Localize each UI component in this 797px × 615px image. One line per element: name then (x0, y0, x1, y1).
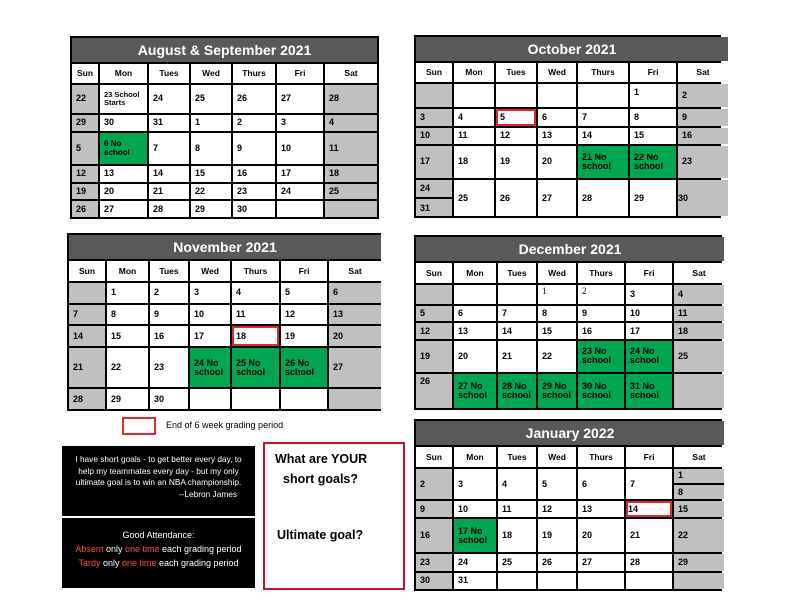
no-school-cell: 17 No school (454, 519, 496, 552)
month-title: August & September 2021 (72, 38, 377, 62)
day-cell: 7 (626, 469, 672, 499)
attendance-limit: one time (121, 558, 157, 568)
day-cell: 2 (233, 115, 275, 131)
day-cell: 7 (578, 109, 628, 125)
day-cell: 15 (107, 326, 148, 346)
day-cell: 26 (233, 85, 275, 113)
attendance-rule-absent (62, 542, 255, 556)
day-cell: 13 (538, 128, 576, 144)
grading-period-end-cell: 5 (496, 109, 536, 125)
day-cell: 29 (107, 389, 148, 409)
no-school-cell: 29 No school (538, 374, 576, 408)
goals-question-line1: What are YOUR (275, 452, 368, 466)
day-cell: 17 (277, 166, 323, 182)
day-cell: 14 (498, 323, 536, 339)
weekday-header: Mon (100, 64, 147, 83)
day-cell: 14 (578, 128, 628, 144)
day-cell: 8 (630, 109, 676, 125)
day-cell (538, 573, 576, 589)
day-cell: 15 (630, 128, 676, 144)
day-cell: 17 (190, 326, 230, 346)
day-cell: 24 (277, 184, 323, 200)
weekday-header: Thurs (578, 447, 624, 467)
day-cell: 16 (578, 323, 624, 339)
day-cell: 4 (454, 109, 494, 125)
ultimate-goal-question: Ultimate goal? (277, 528, 364, 542)
weekday-header: Sat (678, 63, 728, 82)
day-cell: 1 (107, 283, 148, 303)
day-cell (674, 573, 724, 589)
month-title: December 2021 (416, 237, 724, 261)
day-cell: 19 (281, 326, 327, 346)
no-school-cell: 21 No school (578, 146, 628, 178)
day-cell: 27 (329, 348, 381, 387)
day-cell: 1 (191, 115, 231, 131)
day-cell (496, 84, 536, 107)
quote-author: --Lebron James (178, 488, 237, 499)
weekday-header: Sun (416, 63, 452, 82)
day-cell: 10 (277, 133, 323, 164)
weekday-header: Mon (454, 63, 494, 82)
attendance-term: Absent (75, 544, 104, 554)
quote-line: help my teammates every day - but my only (78, 465, 239, 476)
day-cell: 29 (72, 115, 98, 131)
no-school-cell: 24 No school (626, 341, 672, 372)
day-cell (578, 84, 628, 107)
day-number: 8 (678, 487, 684, 497)
weekday-header: Tues (496, 63, 536, 82)
day-cell: 11 (674, 306, 724, 322)
no-school-cell: 28 No school (498, 374, 536, 408)
weekday-header: Fri (277, 64, 323, 83)
day-cell: 23 (416, 554, 452, 570)
day-cell (498, 285, 536, 304)
weekday-header: Sun (416, 447, 452, 467)
weekday-header: Wed (191, 64, 231, 83)
day-cell: 30 (100, 115, 147, 131)
weekday-header: Wed (538, 263, 576, 283)
weekday-header: Fri (626, 263, 672, 283)
day-cell: 2 (678, 84, 728, 107)
day-cell: 26 (496, 180, 536, 216)
day-cell: 21 (498, 341, 536, 372)
day-cell: 9 (678, 109, 728, 125)
calendar-aug-sep (70, 36, 379, 219)
day-cell: 26 (72, 201, 98, 217)
goals-question-line2: short goals? (283, 472, 359, 486)
day-cell: 9 (233, 133, 275, 164)
day-cell (454, 285, 496, 304)
weekday-header: Sat (329, 261, 381, 281)
day-cell: 15 (538, 323, 576, 339)
day-cell: 2 (416, 469, 452, 499)
day-cell: 9 (150, 305, 188, 325)
day-cell: 3 (416, 109, 452, 125)
day-cell (416, 84, 452, 107)
weekday-header: Mon (454, 263, 496, 283)
day-cell: 18 (325, 166, 377, 182)
no-school-cell: 23 No school (578, 341, 624, 372)
day-cell: 20 (100, 184, 147, 200)
month-title: November 2021 (69, 235, 381, 259)
calendar-january (414, 419, 722, 591)
day-cell: 2 (578, 285, 624, 304)
weekday-header: Tues (149, 64, 189, 83)
day-cell: 6 (578, 469, 624, 499)
day-cell: 21 (626, 519, 672, 552)
day-cell: 10 (190, 305, 230, 325)
day-cell (69, 283, 105, 303)
day-cell: 9 (578, 306, 624, 322)
day-cell: 18 (498, 519, 536, 552)
day-cell: 1 (630, 84, 676, 107)
day-cell: 14 (69, 326, 105, 346)
day-cell: 12 (72, 166, 98, 182)
day-cell: 16 (150, 326, 188, 346)
day-cell: 11 (454, 128, 494, 144)
day-cell (538, 84, 576, 107)
day-cell: 29 (191, 201, 231, 217)
day-cell: 11 (325, 133, 377, 164)
day-cell: 28 (149, 201, 189, 217)
attendance-term: Tardy (78, 558, 101, 568)
weekday-header: Tues (498, 447, 536, 467)
day-cell: 27 (578, 554, 624, 570)
day-cell: 13 (100, 166, 147, 182)
day-cell: 27 (100, 201, 147, 217)
no-school-cell: 31 No school (626, 374, 672, 408)
day-cell: 20 (454, 341, 496, 372)
day-cell (498, 573, 536, 589)
day-cell: 18 (454, 146, 494, 178)
day-cell: 3 (454, 469, 496, 499)
day-cell (325, 201, 377, 217)
day-cell: 3 (626, 285, 672, 304)
grading-period-end-cell: 14 (626, 501, 672, 517)
day-cell: 3 (277, 115, 323, 131)
day-cell: 30 (233, 201, 275, 217)
weekday-header: Sat (674, 447, 724, 467)
goals-box (263, 442, 405, 590)
day-cell: 4 (325, 115, 377, 131)
day-cell: 7 (498, 306, 536, 322)
no-school-cell: 30 No school (578, 374, 624, 408)
day-cell: 4 (232, 283, 279, 303)
day-cell: 20 (538, 146, 576, 178)
day-cell: 23 (233, 184, 275, 200)
no-school-cell: 25 No school (232, 348, 279, 387)
day-cell: 2 (150, 283, 188, 303)
day-cell (329, 389, 381, 409)
day-cell: 5 (538, 469, 576, 499)
day-cell: 13 (329, 305, 381, 325)
quote-line: I have short goals - to get better every day, to (75, 454, 242, 464)
attendance-title: Good Attendance: (122, 530, 195, 540)
day-cell: 22 (107, 348, 148, 387)
weekday-header: Tues (150, 261, 188, 281)
no-school-cell: 27 No school (454, 374, 496, 408)
day-number: 1 (674, 469, 724, 485)
day-cell: 25 (191, 85, 231, 113)
weekday-header: Thurs (232, 261, 279, 281)
attendance-text: only (100, 558, 122, 568)
day-cell: 31 (454, 573, 496, 589)
day-cell: 19 (496, 146, 536, 178)
day-cell: 11 (498, 501, 536, 517)
weekday-header: Wed (538, 63, 576, 82)
day-cell (232, 389, 279, 409)
day-cell (578, 573, 624, 589)
day-cell: 27 (277, 85, 323, 113)
day-cell: 5 (72, 133, 98, 164)
day-cell: 16 (416, 519, 452, 552)
day-cell: 7 (69, 305, 105, 325)
day-cell: 12 (416, 323, 452, 339)
day-cell: 28 (325, 85, 377, 113)
attendance-limit: one time (124, 544, 160, 554)
day-cell: 27 (538, 180, 576, 216)
day-cell (277, 201, 323, 217)
month-title: October 2021 (416, 37, 728, 61)
grading-period-end-cell: 18 (232, 326, 279, 346)
day-cell: 5 (416, 306, 452, 322)
day-cell: 17 (416, 146, 452, 178)
day-cell: 15 (674, 501, 724, 517)
day-cell: 7 (149, 133, 189, 164)
day-cell: 28 (626, 554, 672, 570)
weekday-header: Fri (626, 447, 672, 467)
day-cell: 20 (329, 326, 381, 346)
weekday-header: Mon (454, 447, 496, 467)
day-cell: 6 (329, 283, 381, 303)
day-cell: 8 (107, 305, 148, 325)
day-cell: 14 (149, 166, 189, 182)
day-cell: 13 (454, 323, 496, 339)
day-cell: 26 (538, 554, 576, 570)
day-cell: 22 (674, 519, 724, 552)
quote-box (62, 446, 255, 516)
day-cell: 28 (578, 180, 628, 216)
weekday-header: Wed (190, 261, 230, 281)
day-cell: 28 (69, 389, 105, 409)
day-cell: 19 (538, 519, 576, 552)
split-day-cell (416, 180, 452, 216)
day-cell: 25 (325, 184, 377, 200)
day-cell: 9 (416, 501, 452, 517)
no-school-cell: 26 No school (281, 348, 327, 387)
attendance-text: each grading period (156, 558, 239, 568)
day-cell: 10 (454, 501, 496, 517)
weekday-header: Thurs (233, 64, 275, 83)
day-cell (626, 573, 672, 589)
weekday-header: Fri (630, 63, 676, 82)
quote-line: ultimate goal is to win an NBA championship. (75, 477, 242, 487)
day-cell: 20 (578, 519, 624, 552)
day-number: 24 (416, 180, 452, 199)
day-cell (674, 374, 724, 408)
weekday-header: Sun (416, 263, 452, 283)
grading-period-legend-label: End of 6 week grading period (166, 420, 284, 430)
day-cell: 16 (678, 128, 728, 144)
weekday-header: Sat (674, 263, 724, 283)
day-cell: 21 (69, 348, 105, 387)
day-cell: 31 (149, 115, 189, 131)
no-school-cell: 24 No school (190, 348, 230, 387)
weekday-header: Thurs (578, 63, 628, 82)
day-cell: 8 (191, 133, 231, 164)
day-cell: 15 (191, 166, 231, 182)
attendance-text: each grading period (159, 544, 242, 554)
day-cell: 12 (281, 305, 327, 325)
day-cell: 4 (674, 285, 724, 304)
day-cell: 5 (281, 283, 327, 303)
day-cell: 24 (454, 554, 496, 570)
day-cell: 10 (416, 128, 452, 144)
weekday-header: Sun (72, 64, 98, 83)
weekday-header: Sat (325, 64, 377, 83)
no-school-cell: 6 No school (100, 133, 147, 164)
day-cell: 25 (454, 180, 494, 216)
day-cell (416, 285, 452, 304)
day-cell: 23 School Starts (100, 85, 147, 113)
day-cell: 3 (190, 283, 230, 303)
attendance-rule-tardy (62, 556, 255, 570)
day-cell: 30 (416, 573, 452, 589)
day-cell: 1 (538, 285, 576, 304)
day-cell: 30 (678, 180, 728, 216)
day-cell: 4 (498, 469, 536, 499)
day-cell: 22 (72, 85, 98, 113)
day-cell: 11 (232, 305, 279, 325)
day-cell: 30 (150, 389, 188, 409)
split-day-cell (674, 469, 724, 499)
day-cell: 6 (454, 306, 496, 322)
day-cell: 21 (149, 184, 189, 200)
attendance-box (62, 518, 255, 588)
day-cell: 12 (496, 128, 536, 144)
day-cell: 29 (674, 554, 724, 570)
day-cell: 26 (416, 374, 452, 408)
day-cell (281, 389, 327, 409)
day-cell: 10 (626, 306, 672, 322)
day-cell: 25 (674, 341, 724, 372)
day-cell (454, 84, 494, 107)
grading-period-legend-swatch (122, 417, 156, 435)
day-cell: 8 (538, 306, 576, 322)
attendance-text: only (103, 544, 125, 554)
day-cell: 23 (150, 348, 188, 387)
day-cell: 29 (630, 180, 676, 216)
no-school-cell: 22 No school (630, 146, 676, 178)
calendar-november (67, 233, 381, 411)
day-cell: 18 (674, 323, 724, 339)
weekday-header: Wed (538, 447, 576, 467)
weekday-header: Mon (107, 261, 148, 281)
day-cell: 12 (538, 501, 576, 517)
day-cell: 22 (191, 184, 231, 200)
day-cell (190, 389, 230, 409)
calendar-october (414, 35, 721, 218)
day-cell: 17 (626, 323, 672, 339)
weekday-header: Tues (498, 263, 536, 283)
day-cell: 19 (72, 184, 98, 200)
day-cell: 24 (149, 85, 189, 113)
weekday-header: Thurs (578, 263, 624, 283)
weekday-header: Fri (281, 261, 327, 281)
day-cell: 23 (678, 146, 728, 178)
day-number: 31 (420, 202, 431, 213)
calendar-december (414, 235, 722, 410)
weekday-header: Sun (69, 261, 105, 281)
month-title: January 2022 (416, 421, 724, 445)
day-cell: 19 (416, 341, 452, 372)
day-cell: 6 (538, 109, 576, 125)
day-cell: 25 (498, 554, 536, 570)
day-cell: 13 (578, 501, 624, 517)
day-cell: 16 (233, 166, 275, 182)
day-cell: 22 (538, 341, 576, 372)
